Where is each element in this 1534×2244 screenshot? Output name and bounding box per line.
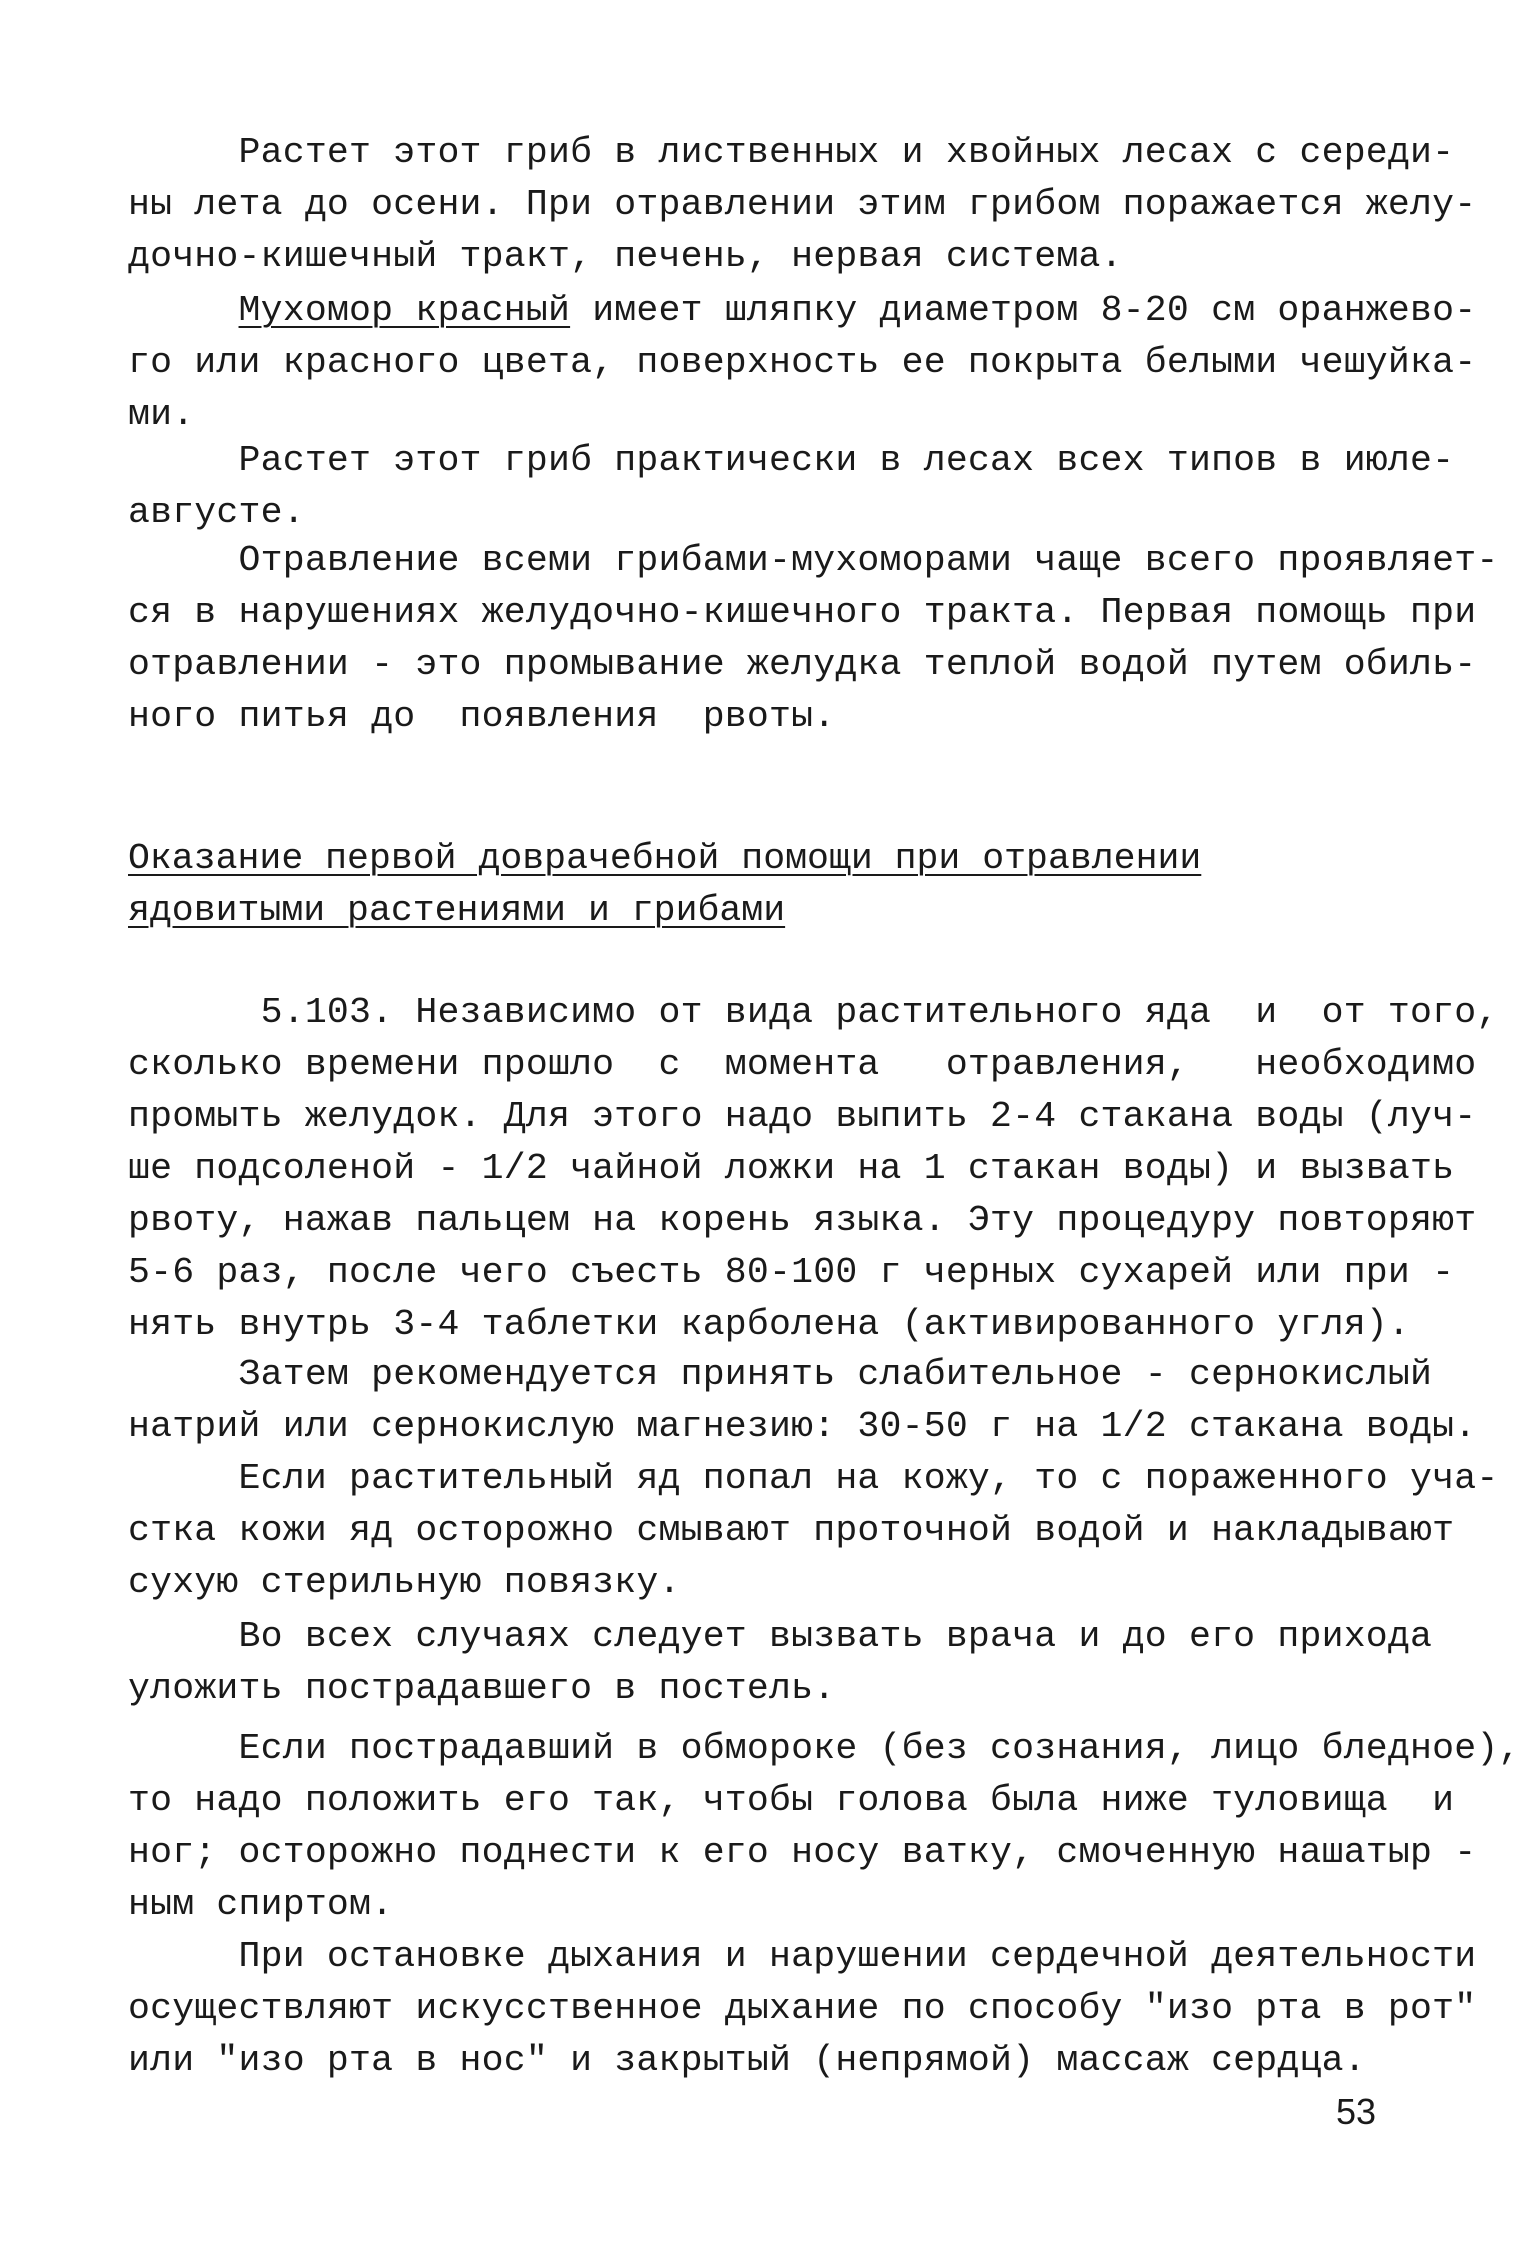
text-line: то надо положить его так, чтобы голова была ниже туловища и bbox=[128, 1780, 1455, 1821]
text-line: ног; осторожно поднести к его носу ватку, смоченную нашатыр - bbox=[128, 1832, 1477, 1873]
text-line: 5-6 раз, после чего съесть 80-100 г черных сухарей или при - bbox=[128, 1252, 1455, 1293]
text-span: имеет шляпку диаметром 8-20 см оранжево- bbox=[570, 290, 1477, 331]
page-number: 53 bbox=[1336, 2091, 1377, 2132]
text-line: сколько времени прошло с момента отравления, необходимо bbox=[128, 1044, 1477, 1085]
term-underlined: Мухомор красный bbox=[238, 290, 571, 331]
text-line: промыть желудок. Для этого надо выпить 2-4 стакана воды (луч- bbox=[128, 1096, 1477, 1137]
text-line: натрий или сернокислую магнезию: 30-50 г на 1/2 стакана воды. bbox=[128, 1406, 1477, 1447]
text-line: дочно-кишечный тракт, печень, нервая система. bbox=[128, 236, 1123, 277]
text-line: Во всех случаях следует вызвать врача и до его прихода bbox=[128, 1616, 1433, 1657]
text-line: Если растительный яд попал на кожу, то с пораженного уча- bbox=[128, 1458, 1499, 1499]
text-line: стка кожи яд осторожно смывают проточной водой и накладывают bbox=[128, 1510, 1455, 1551]
text-line: ся в нарушениях желудочно-кишечного тракта. Первая помощь при bbox=[128, 592, 1477, 633]
section-heading: Оказание первой доврачебной помощи при отравлении bbox=[128, 838, 1202, 879]
text-line: Затем рекомендуется принять слабительное - сернокислый bbox=[128, 1354, 1433, 1395]
text-line: нять внутрь 3-4 таблетки карболена (активированного угля). bbox=[128, 1304, 1411, 1345]
text-line: уложить пострадавшего в постель. bbox=[128, 1668, 836, 1709]
text-line: августе. bbox=[128, 492, 305, 533]
text-line: осуществляют искусственное дыхание по способу "изо рта в рот" bbox=[128, 1988, 1477, 2029]
text-line: При остановке дыхания и нарушении сердечной деятельности bbox=[128, 1936, 1477, 1977]
text-line: Растет этот гриб практически в лесах всех типов в июле- bbox=[128, 440, 1455, 481]
text-line: рвоту, нажав пальцем на корень языка. Эту процедуру повторяют bbox=[128, 1200, 1477, 1241]
text-line: ного питья до появления рвоты. bbox=[128, 696, 836, 737]
text-line: или "изо рта в нос" и закрытый (непрямой) массаж сердца. bbox=[128, 2040, 1366, 2081]
text-line: ным спиртом. bbox=[128, 1884, 394, 1925]
text-line: го или красного цвета, поверхность ее покрыта белыми чешуйка- bbox=[128, 342, 1477, 383]
text-line: сухую стерильную повязку. bbox=[128, 1562, 681, 1603]
section-heading: ядовитыми растениями и грибами bbox=[128, 890, 786, 931]
text-line: Растет этот гриб в лиственных и хвойных лесах с середи- bbox=[128, 132, 1455, 173]
text-line: ми. bbox=[128, 394, 195, 435]
text-line: отравлении - это промывание желудка теплой водой путем обиль- bbox=[128, 644, 1477, 685]
text-line: ше подсоленой - 1/2 чайной ложки на 1 стакан воды) и вызвать bbox=[128, 1148, 1455, 1189]
text-line: Если пострадавший в обмороке (без сознания, лицо бледное), bbox=[128, 1728, 1521, 1769]
text-line: Отравление всеми грибами-мухоморами чаще всего проявляет- bbox=[128, 540, 1499, 581]
text-line: ны лета до осени. При отравлении этим грибом поражается желу- bbox=[128, 184, 1477, 225]
text-line bbox=[128, 286, 1476, 336]
text-line: 5.103. Независимо от вида растительного яда и от того, bbox=[128, 992, 1499, 1033]
